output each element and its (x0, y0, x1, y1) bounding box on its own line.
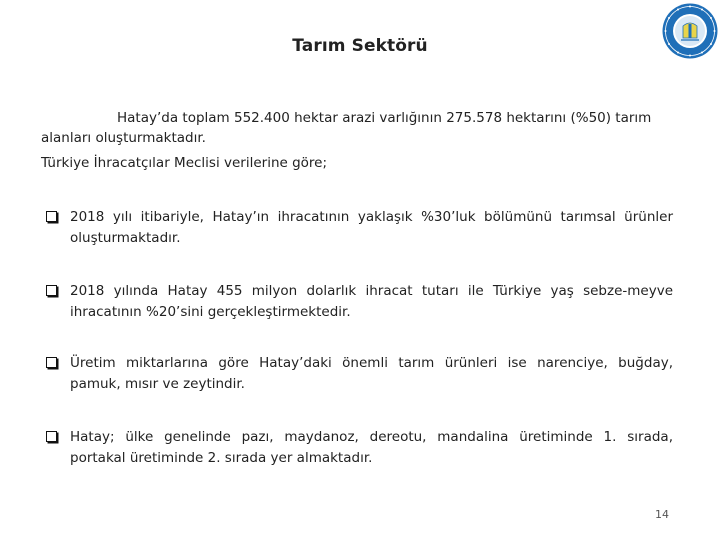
municipality-seal-icon (661, 2, 719, 60)
checkbox-bullet-icon (46, 285, 57, 296)
intro-source-line: Türkiye İhracatçılar Meclisi verilerine göre; (41, 155, 328, 171)
checkbox-bullet-icon (46, 357, 57, 368)
page-number: 14 (655, 508, 669, 521)
bullet-text: 2018 yılı itibariyle, Hatay’ın ihracatının yaklaşık %30’luk bölümünü tarımsal ürünler oluşturmaktadır. (70, 209, 673, 246)
bullet-item (46, 207, 673, 249)
bullet-text: Hatay; ülke genelinde pazı, maydanoz, dereotu, mandalina üretiminde 1. sırada, portakal üretiminde 2. sırada yer almaktadır. (70, 429, 673, 466)
checkbox-bullet-icon (46, 211, 57, 222)
intro-text (41, 108, 671, 173)
bullet-text: Üretim miktarlarına göre Hatay’daki önemli tarım ürünleri ise narenciye, buğday, pamuk, mısır ve zeytindir. (70, 355, 673, 392)
bullet-item (46, 427, 673, 469)
intro-paragraph: Hatay’da toplam 552.400 hektar arazi varlığının 275.578 hektarını (%50) tarım alanları oluşturmaktadır. (41, 110, 652, 146)
bullet-item (46, 353, 673, 395)
slide-title: Tarım Sektörü (292, 36, 428, 56)
checkbox-bullet-icon (46, 431, 57, 442)
bullet-text: 2018 yılında Hatay 455 milyon dolarlık ihracat tutarı ile Türkiye yaş sebze-meyve ihracatının %20’sini gerçekleştirmektedir. (70, 283, 673, 320)
bullet-item (46, 281, 673, 323)
